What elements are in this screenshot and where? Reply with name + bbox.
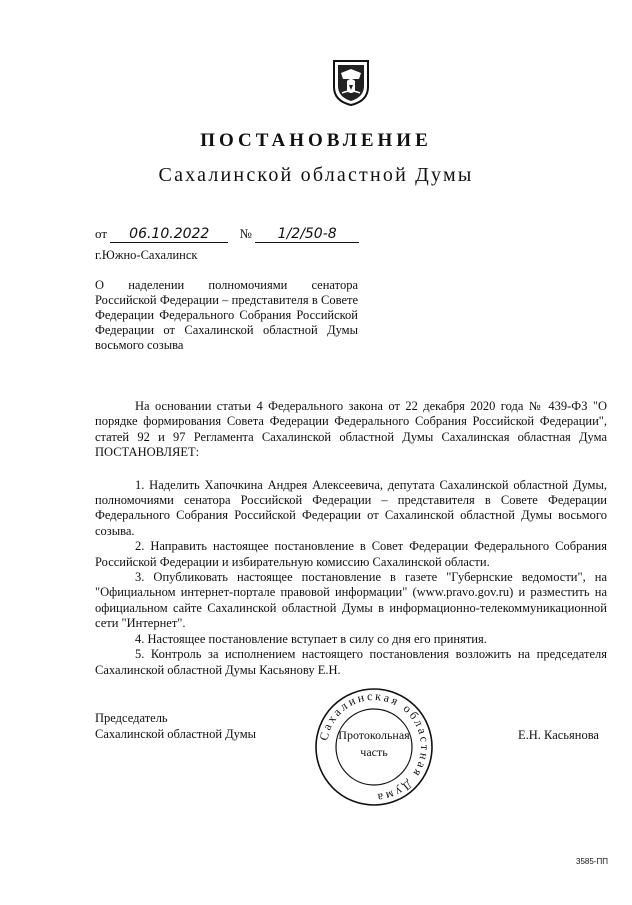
position-line: Председатель: [95, 711, 168, 725]
stamp-inner-line: Протокольная: [338, 728, 410, 742]
preamble-paragraph: На основании статьи 4 Федерального закона от 22 декабря 2020 года № 439-ФЗ "О порядке формирования Совета Федерации Федерального Собрания Российской Федерации", статей 92 и 97 Регламента Сахалинской областной Думы Сахалинская областная Дума ПОСТАНОВЛЯЕТ:: [95, 399, 607, 460]
signatory-position: [95, 710, 256, 742]
position-line: Сахалинской областной Думы: [95, 727, 257, 741]
document-meta: [95, 226, 359, 243]
coat-of-arms-icon: [331, 59, 371, 107]
document-body: [95, 399, 607, 678]
document-subtitle: Сахалинской областной Думы: [158, 164, 474, 186]
item-paragraph: 5. Контроль за исполнением настоящего постановления возложить на председателя Сахалинской областной Думы Касьянову Е.Н.: [95, 647, 607, 677]
item-paragraph: 4. Настоящее постановление вступает в силу со дня его принятия.: [135, 631, 487, 646]
number-prefix: №: [239, 226, 252, 241]
item-paragraph: 3. Опубликовать настоящее постановление в газете "Губернские ведомости", на "Официальном интернет-портале правовой информации" (www.pravo.gov.ru) и разместить на официальном сайте Сахалинской областной Думы в информационно-телекоммуникационной сети "Интернет".: [95, 570, 607, 631]
number-value: 1/2/50-8: [255, 226, 359, 243]
date-prefix: от: [95, 226, 108, 241]
item-paragraph: 2. Направить настоящее постановление в Совет Федерации Федерального Собрания Российской Федерации и избирательную комиссию Сахалинской области.: [95, 539, 607, 569]
document-code: 3585-ПП: [576, 857, 608, 866]
stamp-ring-text: Сахалинская областная Дума: [316, 688, 433, 806]
stamp-center-text: [336, 727, 412, 761]
date-value: 06.10.2022: [110, 226, 228, 243]
document-title: ПОСТАНОВЛЕНИЕ: [200, 130, 432, 151]
city-line: г.Южно-Сахалинск: [95, 248, 198, 262]
document-subject: О наделении полномочиями сенатора Российской Федерации – представителя в Совете Федерации Федерального Собрания Российской Федерации от Сахалинской областной Думы восьмого созыва: [95, 278, 358, 352]
item-paragraph: 1. Наделить Хапочкина Андрея Алексеевича, депутата Сахалинской областной Думы, полномочиями сенатора Российской Федерации – представителя в Совете Федерации Федерального Собрания Российской Федерации от Сахалинской областной Думы восьмого созыва.: [95, 477, 607, 538]
signatory-name: Е.Н. Касьянова: [518, 728, 599, 742]
stamp-inner-line: часть: [360, 745, 388, 759]
